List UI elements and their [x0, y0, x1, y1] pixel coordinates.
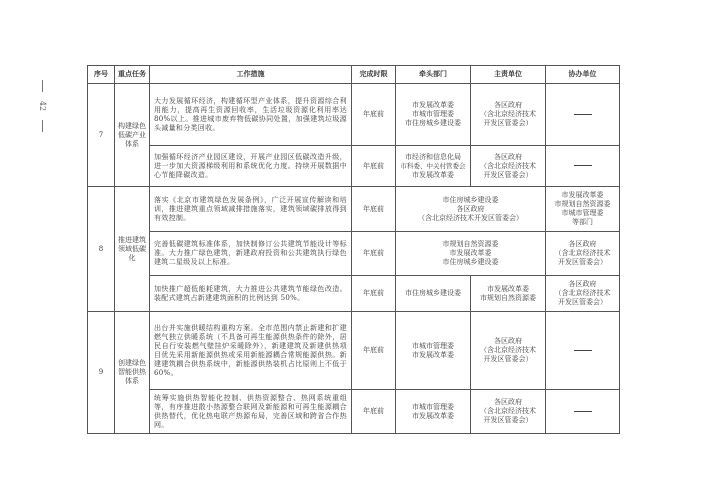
assist-unit-cell	[546, 232, 620, 276]
assist-unit-line: （含北京经济技术	[554, 289, 611, 297]
assist-unit-line: 各区政府	[568, 280, 597, 288]
dash-placeholder	[574, 350, 592, 351]
page-number-dash-top	[42, 80, 43, 92]
assist-unit-line: （含北京经济技术	[554, 249, 611, 257]
header-assist-unit: 协办单位	[546, 66, 620, 84]
lead-main-merged-cell	[396, 232, 546, 276]
main-unit-line: 市发展改革委	[487, 284, 529, 293]
lead-dept-cell	[396, 390, 471, 434]
assist-unit-cell	[546, 187, 620, 232]
measure-cell: 出台并实施供暖结构重构方案。全市范围内禁止新建和扩建燃气独立供暖系统（不具备可再生能源供热条件的除外，居民自行安装燃气壁挂炉采暖除外），新建建筑及新建供热项目优先采用新能源供热或采用新能源耦合常规能源供热。新建建筑耦合供热系统中，新能源供热装机占比原则上不低于 60%。	[150, 312, 352, 390]
assist-unit-cell	[546, 276, 620, 312]
main-unit-cell	[471, 146, 546, 187]
deadline-cell: 年底前	[352, 146, 396, 187]
lead-dept-line: 市发展改革委	[449, 249, 492, 257]
header-task: 重点任务	[115, 66, 150, 84]
deadline-cell: 年底前	[352, 232, 396, 276]
deadline-cell: 年底前	[352, 276, 396, 312]
lead-dept-cell	[396, 276, 471, 312]
main-unit-line: （含北京经济技术	[480, 346, 536, 354]
deadline-cell: 年底前	[352, 390, 396, 434]
lead-dept-line: 市住房城乡建设委	[405, 289, 461, 297]
assist-unit-line: 市城市管理委	[561, 209, 604, 217]
main-unit-line: （含北京经济技术	[480, 110, 536, 118]
measure-cell: 统筹实施供热智能化控制、供热资源整合、热网系统重组等，有序推进散小热源整合联网及新能源和可再生能源耦合供热替代，优化热电联产热源布局，完善区域和跨省合作热网。	[150, 390, 352, 434]
assist-unit-line: 各区政府	[568, 240, 597, 248]
main-unit-line: 开发区管委会）	[483, 416, 533, 424]
table-row	[88, 84, 620, 146]
lead-dept-line: 市规划自然资源委	[442, 240, 499, 248]
main-unit-line: 各区政府	[494, 337, 522, 345]
lead-dept-cell	[396, 146, 471, 187]
task-cell: 推进建筑领域低碳化	[115, 187, 150, 312]
main-unit-line: 市规划自然资源委	[480, 293, 536, 302]
table-row	[88, 146, 620, 187]
main-unit-cell	[471, 84, 546, 146]
lead-dept-line: 市发展改革委	[412, 101, 454, 109]
main-unit-line: （含北京经济技术开发区管委会）	[418, 213, 523, 222]
measure-cell: 完善低碳建筑标准体系，加快制修订公共建筑节能设计等标准。大力推广绿色建筑，新建政府投资和公共建筑执行绿色建筑二星级及以上标准。	[150, 232, 352, 276]
lead-dept-line: 市住房城乡建设委	[442, 195, 499, 204]
seq-cell: 8	[88, 187, 115, 312]
main-unit-line: 开发区管委会）	[483, 355, 533, 363]
lead-dept-line: 市发展改革委	[412, 170, 454, 179]
deadline-cell: 年底前	[352, 312, 396, 390]
main-unit-line: （含北京经济技术	[480, 161, 536, 170]
assist-unit-line: 市发展改革委	[561, 191, 604, 199]
header-lead-dept: 牵头部门	[396, 66, 471, 84]
assist-unit-line: 等部门	[572, 218, 593, 226]
lead-dept-line: 市城市管理委	[412, 402, 454, 411]
deadline-cell: 年底前	[352, 84, 396, 146]
table-header-row	[88, 66, 620, 84]
dash-placeholder	[574, 114, 592, 115]
lead-dept-line: 市住房城乡建设委	[442, 258, 499, 266]
lead-dept-line: 市科委、中关村管委会	[400, 161, 466, 170]
table-row	[88, 187, 620, 232]
task-cell: 构建绿色低碳产业体系	[115, 84, 150, 187]
page-number-value: 42	[38, 100, 47, 112]
measure-cell: 加强循环经济产业园区建设，开展产业园区低碳改造升级，进一步加大资源梯级利用和系统优化力度。持续开展数据中心节能降碳改造。	[150, 146, 352, 187]
table-row	[88, 276, 620, 312]
assist-unit-line: 市规划自然资源委	[554, 200, 611, 208]
lead-dept-line: 市发展改革委	[412, 350, 454, 359]
dash-placeholder	[574, 165, 592, 166]
table-row	[88, 232, 620, 276]
deadline-cell: 年底前	[352, 187, 396, 232]
main-unit-line: 各区政府	[494, 101, 522, 109]
dash-placeholder	[574, 411, 592, 412]
task-table	[87, 65, 620, 434]
assist-unit-line: 开发区管委会）	[558, 258, 607, 266]
assist-unit-cell	[546, 146, 620, 187]
measure-cell: 大力发展循环经济，构建循环型产业体系，提升资源综合利用能力，提高再生资源回收率，生活垃圾资源化利用率达 80%以上。推进城市废弃物低碳协同处置，加强建筑垃圾源头减量和分类回收。	[150, 84, 352, 146]
lead-dept-line: 市城市管理委	[412, 110, 454, 118]
table-row	[88, 312, 620, 390]
page-number	[36, 80, 48, 132]
main-unit-line: 各区政府	[494, 398, 522, 406]
main-unit-line: 开发区管委会）	[483, 170, 533, 179]
header-deadline: 完成时限	[352, 66, 396, 84]
header-seq: 序号	[88, 66, 115, 84]
seq-cell: 9	[88, 312, 115, 434]
main-unit-line: 各区政府	[456, 204, 485, 213]
main-unit-cell	[471, 312, 546, 390]
task-cell: 创建绿色智能供热体系	[115, 312, 150, 434]
assist-unit-cell	[546, 312, 620, 390]
seq-cell: 7	[88, 84, 115, 187]
main-unit-line: 开发区管委会）	[483, 119, 533, 127]
main-unit-cell	[471, 390, 546, 434]
lead-dept-cell	[396, 84, 471, 146]
header-measures: 工作措施	[150, 66, 352, 84]
measure-cell: 落实《北京市建筑绿色发展条例》，广泛开展宣传解读和培训，推进建筑重点领域减排措施落实，建筑领域碳排放得到有效控制。	[150, 187, 352, 232]
main-unit-line: （含北京经济技术	[480, 407, 536, 415]
assist-unit-cell	[546, 390, 620, 434]
table-row	[88, 390, 620, 434]
lead-dept-line: 市发展改革委	[412, 411, 454, 420]
lead-dept-cell	[396, 312, 471, 390]
lead-main-merged-cell	[396, 187, 546, 232]
main-unit-cell	[471, 276, 546, 312]
measure-cell: 加快推广超低能耗建筑，大力推进公共建筑节能绿色改造。装配式建筑占新建建筑面积的比例达到 50%。	[150, 276, 352, 312]
assist-unit-line: 开发区管委会）	[558, 298, 607, 306]
main-unit-line: 各区政府	[494, 152, 522, 161]
lead-dept-line: 市住房城乡建设委	[405, 119, 461, 127]
header-main-unit: 主责单位	[471, 66, 546, 84]
lead-dept-line: 市经济和信息化局	[405, 152, 461, 161]
lead-dept-line: 市城市管理委	[412, 341, 454, 350]
page-number-dash-bottom	[42, 120, 43, 132]
assist-unit-cell	[546, 84, 620, 146]
